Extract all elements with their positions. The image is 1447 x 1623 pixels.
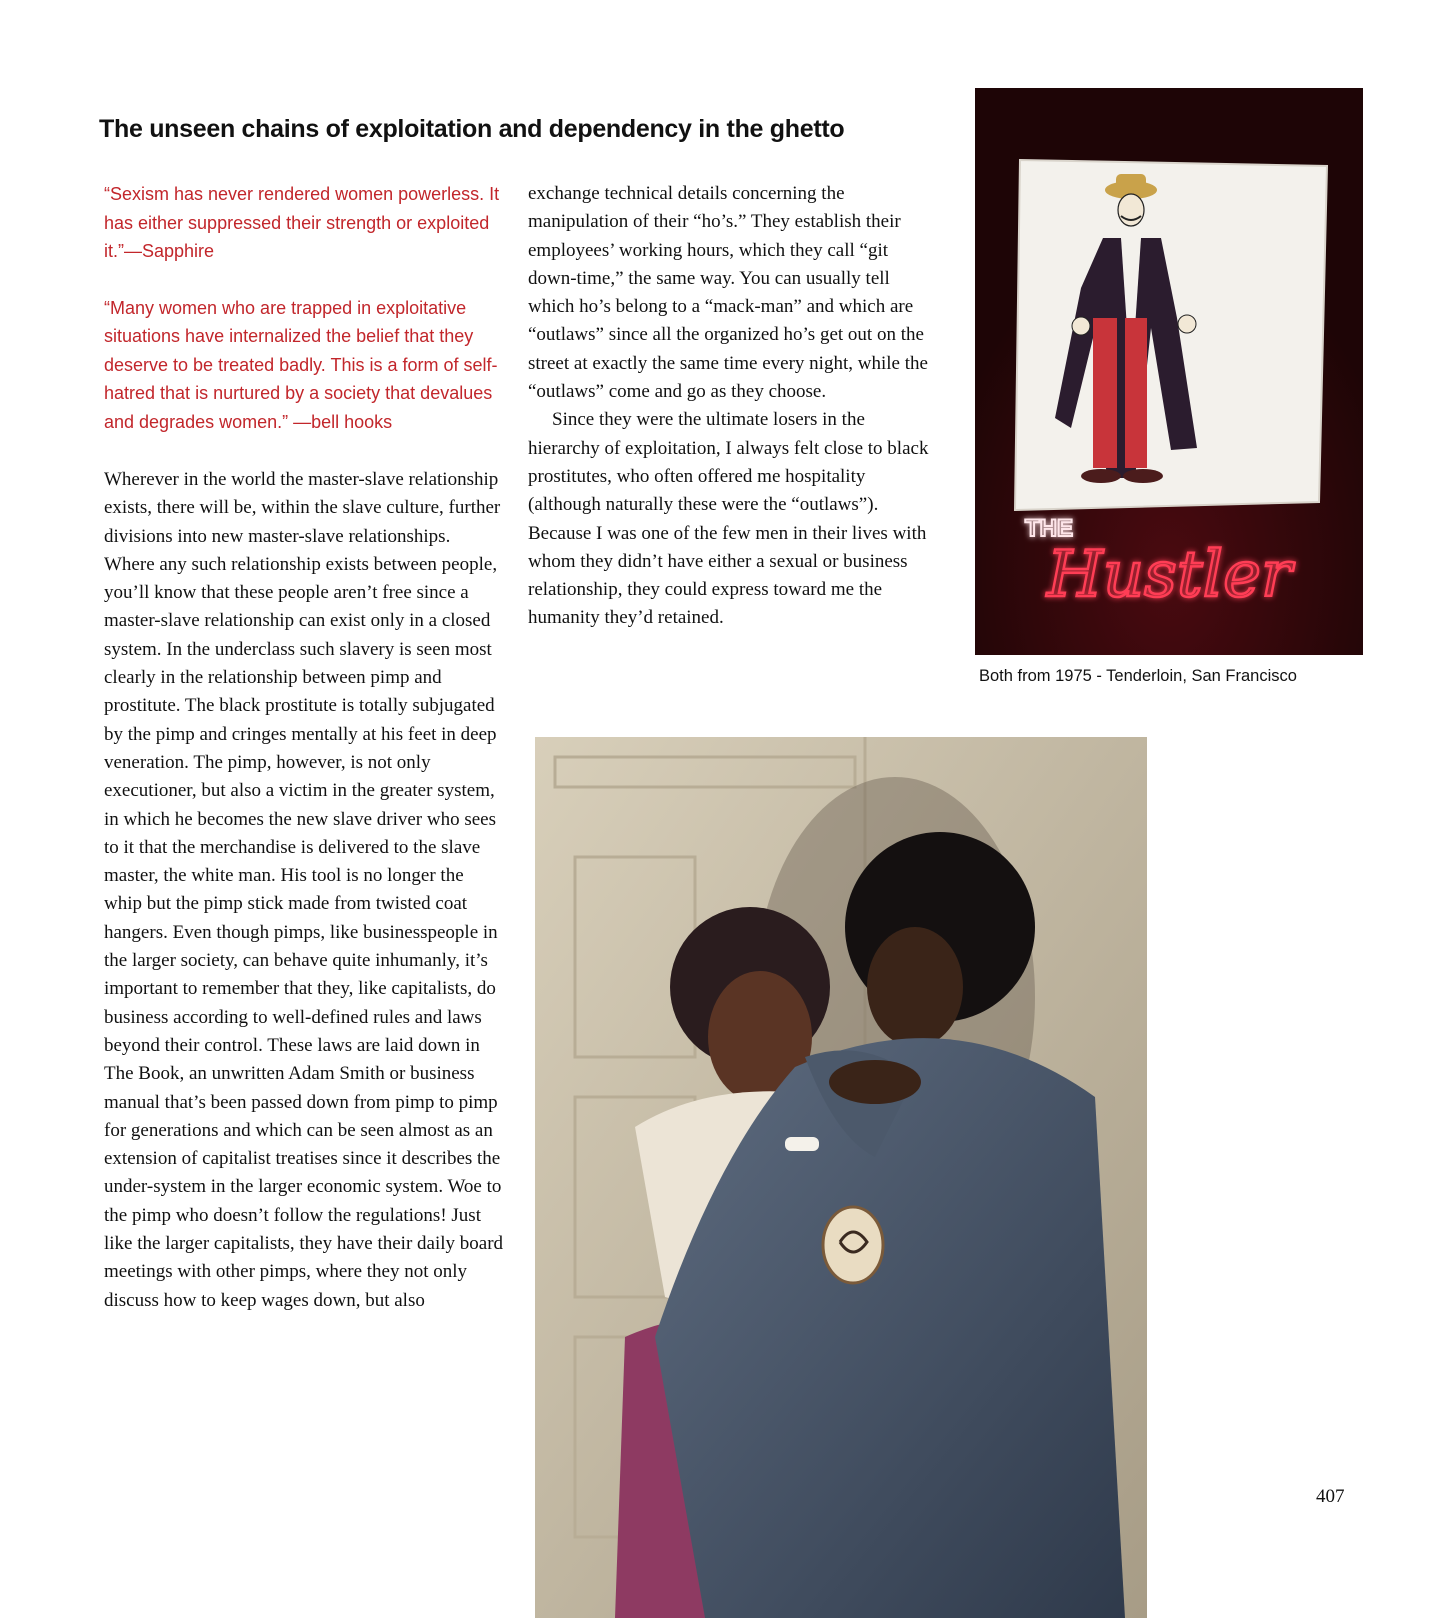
left-column — [104, 180, 504, 1315]
couple-dancing-photo — [535, 737, 1147, 1618]
body-paragraph-mid-2: Since they were the ultimate losers in the hierarchy of exploitation, I always felt close to black prostitutes, who often offered me hospitality (although naturally these were the “outlaws”). Because I was one of the few men in their lives with whom they didn’t have either a sexual or business relationship, they could express toward me the humanity they’d retained. — [528, 409, 929, 629]
neon-the-text: THE — [1025, 515, 1073, 542]
neon-hustler-text: Hustler — [1047, 538, 1292, 612]
hustler-sign-photo — [975, 88, 1363, 655]
epigraph-quote-1: “Sexism has never rendered women powerless. It has either suppressed their strength or exploited it.”—Sapphire — [104, 184, 500, 261]
page-number: 407 — [1316, 1486, 1345, 1507]
page-heading: The unseen chains of exploitation and dependency in the ghetto — [99, 115, 845, 143]
scorpio-patch-icon — [823, 1207, 883, 1283]
body-paragraph-left: Wherever in the world the master-slave relationship exists, there will be, within the slave culture, further divisions into new master-slave relationships. Where any such relationship exists between people, you’ll know that these people aren’t free since a master-slave relationship can exist only in a closed system. In the underclass such slavery is seen most clearly in the relationship between pimp and prostitute. The black prostitute is totally subjugated by the pimp and cringes mentally at his feet in deep veneration. The pimp, however, is not only executioner, but also a victim in the greater system, in which he becomes the new slave driver who sees to it that the merchandise is delivered to the slave master, the white man. His tool is no longer the whip but the pimp stick made from twisted coat hangers. Even though pimps, like businesspeople in the larger society, can behave quite inhumanly, it’s important to remember that they, like capitalists, do business according to well-defined rules and laws beyond their control. These laws are laid down in The Book, an unwritten Adam Smith or business manual that’s been passed down from pimp to pimp for generations and which can be seen almost as an extension of capitalist treatises since it describes the under-system in the larger economic system. Woe to the pimp who doesn’t follow the regulations! Just like the larger capitalists, they have their daily board meetings with other pimps, where they not only discuss how to keep wages down, but also — [104, 469, 504, 1311]
couple-dancing-illustration — [535, 737, 1147, 1618]
middle-column — [528, 180, 940, 633]
photo-caption: Both from 1975 - Tenderloin, San Francisco — [979, 667, 1297, 685]
body-paragraph-mid-1: exchange technical details concerning the manipulation of their “ho’s.” They establish their employees’ working hours, which they call “git down-time,” the same way. You can usually tell which ho’s belong to a “mack-man” and which are “outlaws” since all the organized ho’s get out on the street at exactly the same time every night, while the “outlaws” come and go as they choose. — [528, 183, 928, 403]
epigraph-quote-2: “Many women who are trapped in exploitative situations have internalized the belief that they deserve to be treated badly. This is a form of self-hatred that is nurtured by a society that devalues and degrades women.” —bell hooks — [104, 297, 498, 432]
hustler-sign-illustration — [975, 88, 1363, 655]
